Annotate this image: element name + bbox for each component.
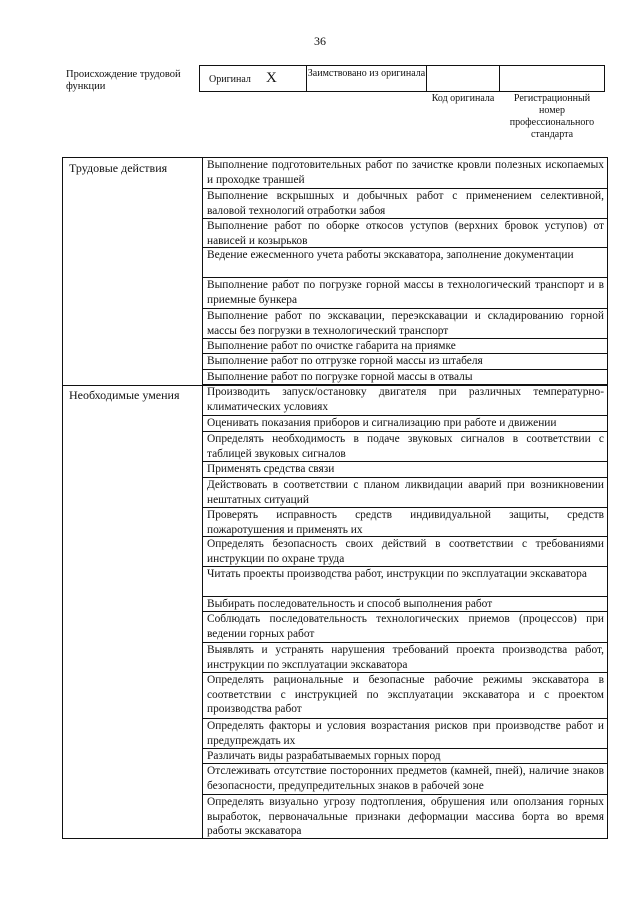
table-row: Проверять исправность средств индивидуальной защиты, средств пожаротушения и применять их	[203, 508, 607, 537]
table-row: Определять факторы и условия возрастания рисков при производстве работ и предупреждать их	[203, 719, 607, 749]
table-row: Определять безопасность своих действий в соответствии с требованиями инструкции по охране труда	[203, 537, 607, 567]
section-title-skills: Необходимые умения	[69, 388, 180, 402]
table-row: Различать виды разрабатываемых горных пород	[203, 749, 607, 764]
original-cell	[199, 65, 307, 92]
table-row: Выполнение работ по очистке габарита на приямке	[203, 339, 607, 354]
table-row: Выполнение работ по экскавации, переэкскавации и складированию горной массы без погрузки в технологический транспорт	[203, 309, 607, 339]
origin-table	[199, 65, 605, 92]
table-row: Выявлять и устранять нарушения требований проекта производства работ, инструкции по эксплуатации экскаватора	[203, 643, 607, 673]
table-row: Действовать в соответствии с планом ликвидации аварий при возникновении нештатных ситуаций	[203, 478, 607, 508]
table-row: Выполнение работ по оборке откосов уступов (верхних бровок уступов) от нависей и козырьков	[203, 219, 607, 248]
table-row: Выполнение вскрышных и добычных работ с применением селективной, валовой технологий отработки забоя	[203, 189, 607, 219]
table-row: Применять средства связи	[203, 462, 607, 478]
table-row: Соблюдать последовательность технологических приемов (процессов) при ведении горных работ	[203, 612, 607, 643]
competency-table	[62, 157, 608, 839]
table-row: Выполнение работ по отгрузке горной массы из штабеля	[203, 354, 607, 370]
original-mark: X	[266, 70, 277, 86]
table-row: Выполнение работ по погрузке горной массы в технологический транспорт и в приемные бункера	[203, 278, 607, 309]
table-row: Определять необходимость в подаче звуковых сигналов в соответствии с таблицей звуковых сигналов	[203, 432, 607, 462]
table-row: Ведение ежесменного учета работы экскаватора, заполнение документации	[203, 248, 607, 278]
origin-label: Происхождение трудовой функции	[66, 69, 181, 92]
section-title-labor-actions: Трудовые действия	[69, 161, 168, 175]
table-row: Выполнение подготовительных работ по зачистке кровли полезных ископаемых и проходке траншей	[203, 158, 607, 189]
original-label: Оригинал	[209, 74, 251, 85]
reg-number-cell	[499, 65, 605, 92]
table-row: Производить запуск/остановку двигателя при различных температурно-климатических условиях	[203, 385, 607, 416]
code-caption: Код оригинала	[431, 93, 495, 104]
reg-caption: Регистрационный номер профессионального стандарта	[509, 93, 595, 140]
borrowed-cell: Заимствовано из оригинала	[306, 65, 427, 92]
code-cell	[426, 65, 500, 92]
table-row: Читать проекты производства работ, инструкции по эксплуатации экскаватора	[203, 567, 607, 597]
table-row: Оценивать показания приборов и сигнализацию при работе и движении	[203, 416, 607, 432]
table-row: Выбирать последовательность и способ выполнения работ	[203, 597, 607, 612]
table-row: Отслеживать отсутствие посторонних предметов (камней, пней), наличие знаков безопасности, предупредительных знаков в рабочей зоне	[203, 764, 607, 795]
table-row: Определять рациональные и безопасные рабочие режимы экскаватора в соответствии с инструкцией по эксплуатации экскаватора и с проектом производства работ	[203, 673, 607, 719]
table-row: Определять визуально угрозу подтопления, обрушения или оползания горных выработок, первоначальные признаки деформации массива борта во время работы экскаватора	[207, 796, 604, 837]
table-row: Выполнение работ по погрузке горной массы в отвалы	[203, 370, 607, 385]
page-number: 36	[314, 34, 326, 48]
